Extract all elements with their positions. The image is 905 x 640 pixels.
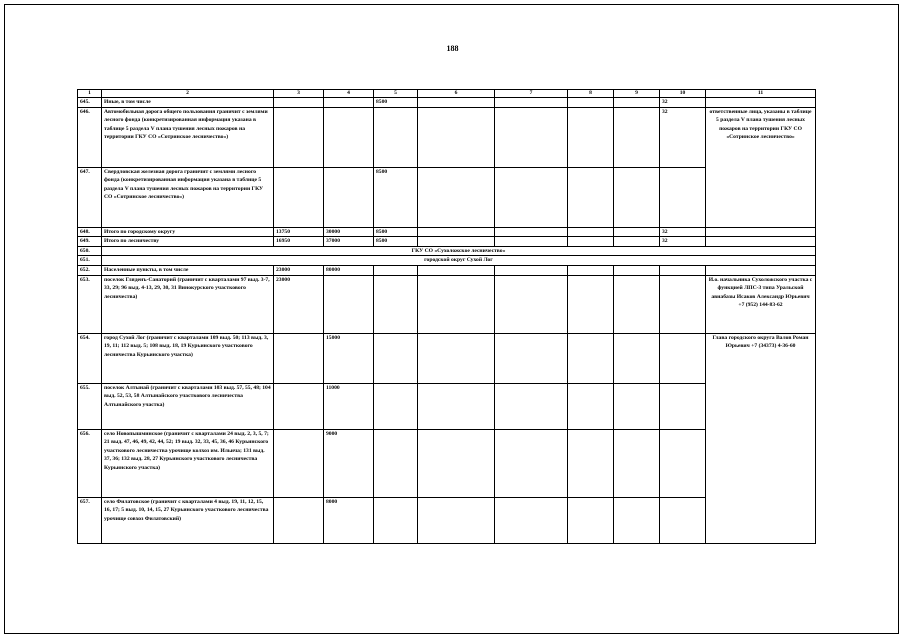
cell-col9 <box>614 237 660 247</box>
row-number: 650. <box>78 246 102 256</box>
cell-col8 <box>568 227 614 237</box>
cell-col8 <box>568 167 614 227</box>
table-row <box>78 333 816 383</box>
cell-col9 <box>614 497 660 543</box>
row-number: 657. <box>78 497 102 543</box>
cell-col5: 8500 <box>374 237 418 247</box>
cell-col8 <box>568 98 614 108</box>
cell-col11 <box>706 98 816 108</box>
cell-col9 <box>614 429 660 497</box>
row-number: 645. <box>78 98 102 108</box>
column-header: 2 <box>102 90 274 98</box>
cell-col7 <box>495 98 568 108</box>
cell-col11: И.о. начальника Сухоложского участка с функцией ЛПС-3 типа Уральской авиабазы Исаков Александр Юрьевич +7 (952) 144-83-62 <box>706 275 816 333</box>
cell-col8 <box>568 237 614 247</box>
cell-col3 <box>274 333 324 383</box>
table-row <box>78 246 816 256</box>
cell-col6 <box>418 497 495 543</box>
cell-col9 <box>614 227 660 237</box>
cell-col9 <box>614 107 660 167</box>
row-name: село Филатовское (граничит с кварталами 4 выд. 19, 11, 12, 15, 16, 17; 5 выд. 10, 14, 15, 27 Курьинского участкового лесничества урочище совхоз Филатовский) <box>102 497 274 543</box>
cell-col4: 9000 <box>324 429 374 497</box>
cell-col9 <box>614 275 660 333</box>
cell-col6 <box>418 98 495 108</box>
cell-col7 <box>495 333 568 383</box>
cell-col7 <box>495 167 568 227</box>
cell-col3 <box>274 98 324 108</box>
row-name: село Новопышминское (граничит с кварталами 24 выд. 2, 3, 5, 7; 21 выд. 47, 46, 49, 42, 44, 52; 19 выд. 32, 33, 45, 36, 46 Курьинского участкового лесничества урочище колхоз им. Ильича; 131 выд. 37, 36; 132 выд. 28, 27 Курьинского участкового лесничества Курьинского участка) <box>102 429 274 497</box>
data-table <box>77 89 816 544</box>
cell-col5 <box>374 265 418 275</box>
row-number: 656. <box>78 429 102 497</box>
cell-col10: 32 <box>660 98 706 108</box>
cell-col6 <box>418 107 495 167</box>
row-number: 649. <box>78 237 102 247</box>
row-number: 651. <box>78 256 102 266</box>
cell-col5 <box>374 383 418 429</box>
cell-col3: 16950 <box>274 237 324 247</box>
column-header: 9 <box>614 90 660 98</box>
table-row <box>78 98 816 108</box>
column-header: 7 <box>495 90 568 98</box>
cell-col3: 23000 <box>274 265 324 275</box>
cell-col10: 32 <box>660 237 706 247</box>
row-name: Автомобильная дорога общего пользования граничит с землями лесного фонда (конкретизированная информация указана в таблице 5 раздела V плана тушения лесных пожаров на территории ГКУ СО «Сотринское лесничество») <box>102 107 274 167</box>
cell-col9 <box>614 98 660 108</box>
row-name: город Сухой Лог (граничит с кварталами 109 выд. 50; 113 выд. 3, 19, 11; 112 выд. 5; 108 выд. 18, 19 Курьинского участкового лесничества Курьинского участка) <box>102 333 274 383</box>
cell-col5 <box>374 497 418 543</box>
cell-col7 <box>495 237 568 247</box>
table-row <box>78 167 816 227</box>
cell-col7 <box>495 107 568 167</box>
table-row <box>78 265 816 275</box>
row-number: 647. <box>78 167 102 227</box>
row-number: 648. <box>78 227 102 237</box>
cell-col4: 30000 <box>324 227 374 237</box>
cell-col9 <box>614 383 660 429</box>
row-number: 652. <box>78 265 102 275</box>
cell-col8 <box>568 265 614 275</box>
cell-col11 <box>706 227 816 237</box>
forestry-heading: ГКУ СО «Сухоложское лесничество» <box>102 246 816 256</box>
cell-col11 <box>706 265 816 275</box>
cell-col4 <box>324 167 374 227</box>
table-row <box>78 383 816 429</box>
table-row <box>78 497 816 543</box>
column-header: 4 <box>324 90 374 98</box>
cell-col8 <box>568 497 614 543</box>
column-header: 11 <box>706 90 816 98</box>
cell-col5 <box>374 333 418 383</box>
cell-col7 <box>495 383 568 429</box>
table-header-row <box>78 90 816 98</box>
row-name: Свердловская железная дорога граничит с землями лесного фонда (конкретизированная информация указана в таблице 5 раздела V плана тушения лесных пожаров на территории ГКУ СО «Сотринское лесничество») <box>102 167 274 227</box>
table-row <box>78 429 816 497</box>
cell-col5 <box>374 429 418 497</box>
cell-col6 <box>418 429 495 497</box>
cell-col10 <box>660 333 706 383</box>
row-number: 653. <box>78 275 102 333</box>
cell-col7 <box>495 265 568 275</box>
table-row <box>78 275 816 333</box>
column-header: 3 <box>274 90 324 98</box>
cell-col10 <box>660 275 706 333</box>
cell-col7 <box>495 429 568 497</box>
row-number: 654. <box>78 333 102 383</box>
cell-col8 <box>568 275 614 333</box>
cell-col4: 11000 <box>324 383 374 429</box>
cell-col11: ответственные лица, указаны в таблице 5 раздела V плана тушения лесных пожаров на территории ГКУ СО «Сотринское лесничество» <box>706 107 816 227</box>
cell-col6 <box>418 167 495 227</box>
cell-col8 <box>568 429 614 497</box>
cell-col5: 8500 <box>374 227 418 237</box>
cell-col3: 13750 <box>274 227 324 237</box>
cell-col10 <box>660 265 706 275</box>
row-name: Итого по городскому округу <box>102 227 274 237</box>
cell-col3 <box>274 383 324 429</box>
cell-col10 <box>660 429 706 497</box>
cell-col6 <box>418 265 495 275</box>
column-header: 8 <box>568 90 614 98</box>
cell-col5 <box>374 275 418 333</box>
cell-col8 <box>568 107 614 167</box>
cell-col6 <box>418 383 495 429</box>
cell-col3 <box>274 497 324 543</box>
table-row <box>78 227 816 237</box>
cell-col10: 32 <box>660 227 706 237</box>
cell-col5: 8500 <box>374 98 418 108</box>
row-number: 655. <box>78 383 102 429</box>
cell-col4: 37000 <box>324 237 374 247</box>
cell-col6 <box>418 237 495 247</box>
cell-col4 <box>324 98 374 108</box>
cell-col10 <box>660 497 706 543</box>
cell-col4 <box>324 275 374 333</box>
column-header: 5 <box>374 90 418 98</box>
cell-col11 <box>706 237 816 247</box>
district-heading: городской округ Сухой Лог <box>102 256 816 266</box>
row-name: поселок Алтынай (граничит с кварталами 103 выд. 57, 55, 48; 104 выд. 52, 53, 58 Алтынайского участкового лесничества Алтынайского участка) <box>102 383 274 429</box>
cell-col6 <box>418 275 495 333</box>
column-header: 1 <box>78 90 102 98</box>
cell-col6 <box>418 227 495 237</box>
cell-col10: 32 <box>660 107 706 167</box>
row-name: Иные, в том числе <box>102 98 274 108</box>
cell-col3 <box>274 167 324 227</box>
row-name: Населенные пункты, в том числе <box>102 265 274 275</box>
row-name: поселок Гляденъ-Санаторий (граничит с кварталами 97 выд. 3-7, 33, 29; 96 выд. 4-13, 29, 30, 31 Винокурского участкового лесничества) <box>102 275 274 333</box>
cell-col7 <box>495 227 568 237</box>
table-row <box>78 237 816 247</box>
cell-col10 <box>660 383 706 429</box>
table-row <box>78 107 816 167</box>
cell-col5 <box>374 107 418 167</box>
cell-col4: 15000 <box>324 333 374 383</box>
column-header: 6 <box>418 90 495 98</box>
cell-col4: 8000 <box>324 497 374 543</box>
cell-col9 <box>614 265 660 275</box>
cell-col11: Глава городского округа Валов Роман Юрьевич +7 (34373) 4-36-60 <box>706 333 816 543</box>
cell-col3: 23000 <box>274 275 324 333</box>
table-row <box>78 256 816 266</box>
cell-col8 <box>568 333 614 383</box>
cell-col10 <box>660 167 706 227</box>
cell-col4 <box>324 107 374 167</box>
row-number: 646. <box>78 107 102 167</box>
cell-col9 <box>614 167 660 227</box>
cell-col4: 80000 <box>324 265 374 275</box>
cell-col3 <box>274 107 324 167</box>
cell-col8 <box>568 383 614 429</box>
cell-col6 <box>418 333 495 383</box>
page-number: 188 <box>446 44 459 53</box>
cell-col3 <box>274 429 324 497</box>
cell-col7 <box>495 275 568 333</box>
column-header: 10 <box>660 90 706 98</box>
row-name: Итого по лесничеству <box>102 237 274 247</box>
cell-col7 <box>495 497 568 543</box>
cell-col9 <box>614 333 660 383</box>
cell-col5: 8500 <box>374 167 418 227</box>
